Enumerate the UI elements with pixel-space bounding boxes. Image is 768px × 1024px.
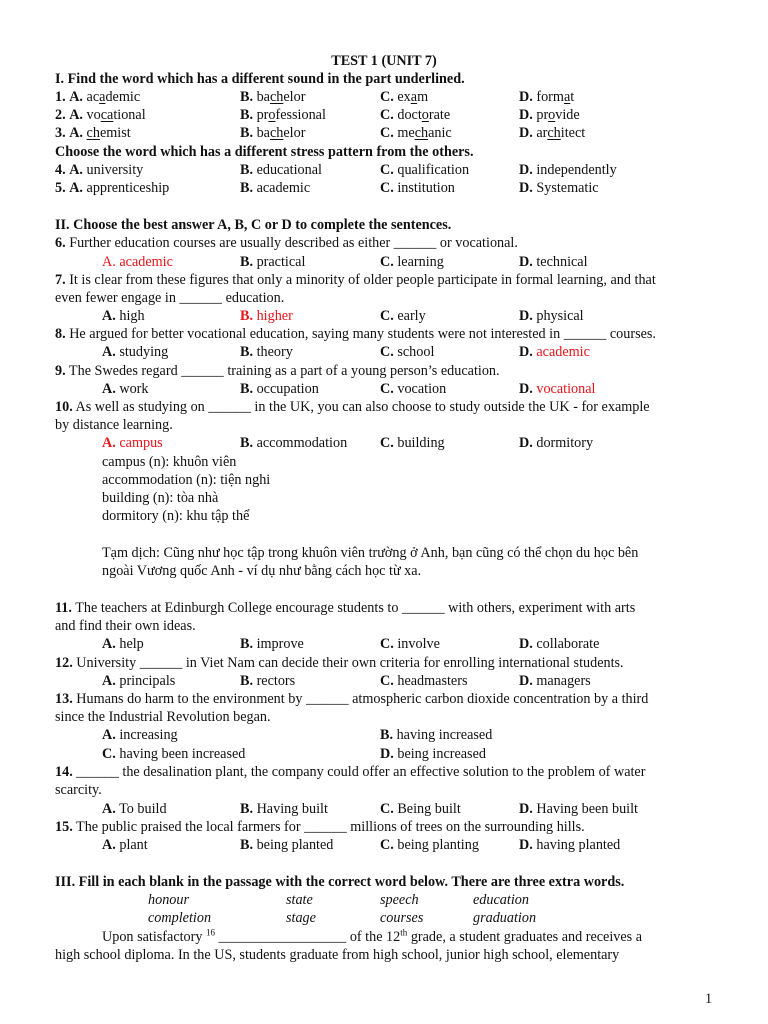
q4-option-b: B. educational <box>240 162 322 178</box>
q15-option-c: C. being planting <box>380 837 479 853</box>
word-bank-item: education <box>473 892 529 908</box>
translation-line: Tạm dịch: Cũng như học tập trong khuôn viên trường ở Anh, bạn cũng có thể chọn du học bên <box>102 545 639 561</box>
word-bank-item: graduation <box>473 910 537 926</box>
q14-option-b: B. Having built <box>240 801 328 817</box>
q12-option-c: C. headmasters <box>380 673 468 689</box>
q3-option-d: D. architect <box>519 125 586 141</box>
q4-option-a: 4. A. university <box>55 162 144 178</box>
q7-option-b: B. higher <box>240 308 293 324</box>
q13-option-a: A. increasing <box>102 727 178 743</box>
q14-option-c: C. Being built <box>380 801 461 817</box>
word-bank-item: completion <box>148 910 212 926</box>
q1-option-d: D. format <box>519 89 575 105</box>
passage-line: Upon satisfactory $^{16}$ __________________ of the 12th grade, a student graduates and receives a <box>102 927 643 945</box>
section1-heading: I. Find the word which has a different sound in the part underlined. <box>55 71 465 87</box>
q13-question: 13. Humans do harm to the environment by ______ atmospheric carbon dioxide concentration by a third <box>55 691 649 707</box>
q10-question: 10. As well as studying on ______ in the UK, you can also choose to study outside the UK - for example <box>55 399 650 415</box>
q4-option-c: C. qualification <box>380 162 470 178</box>
q3-option-b: B. bachelor <box>240 125 306 141</box>
q11-option-a: A. help <box>102 636 144 652</box>
q9-option-a: A. work <box>102 381 149 397</box>
q2-option-c: C. doctorate <box>380 107 451 123</box>
q5-option-d: D. Systematic <box>519 180 599 196</box>
q12-option-b: B. rectors <box>240 673 296 689</box>
page-title: TEST 1 (UNIT 7) <box>331 53 437 69</box>
q3-option-c: C. mechanic <box>380 125 452 141</box>
q9-option-d: D. vocational <box>519 381 596 397</box>
q6-option-c: C. learning <box>380 254 444 270</box>
q7-option-d: D. physical <box>519 308 584 324</box>
q8-option-c: C. school <box>380 344 435 360</box>
q14-option-a: A. To build <box>102 801 167 817</box>
q7-question-cont: even fewer engage in ______ education. <box>55 290 285 306</box>
q15-option-d: D. having planted <box>519 837 621 853</box>
q10-question-cont: by distance learning. <box>55 417 173 433</box>
passage-line: high school diploma. In the US, students graduate from high school, junior high school, elementary <box>55 947 620 963</box>
q2-option-d: D. provide <box>519 107 580 123</box>
q11-option-d: D. collaborate <box>519 636 600 652</box>
q11-question-cont: and find their own ideas. <box>55 618 196 634</box>
q7-question: 7. It is clear from these figures that only a minority of older people participate in formal learning, and that <box>55 272 656 288</box>
q13-option-b: B. having increased <box>380 727 493 743</box>
q7-option-a: A. high <box>102 308 145 324</box>
word-bank-item: courses <box>380 910 424 926</box>
q6-question: 6. Further education courses are usually described as either ______ or vocational. <box>55 235 518 251</box>
section2-heading: II. Choose the best answer A, B, C or D to complete the sentences. <box>55 217 452 233</box>
q8-option-b: B. theory <box>240 344 293 360</box>
vocab-note: dormitory (n): khu tập thể <box>102 508 250 524</box>
q10-option-c: C. building <box>380 435 445 451</box>
q3-option-a: 3. A. chemist <box>55 125 131 141</box>
q8-option-a: A. studying <box>102 344 169 360</box>
q12-question: 12. University ______ in Viet Nam can decide their own criteria for enrolling international students. <box>55 655 624 671</box>
q10-option-b: B. accommodation <box>240 435 348 451</box>
q14-question: 14. ______ the desalination plant, the company could offer an effective solution to the problem of water <box>55 764 646 780</box>
q12-option-d: D. managers <box>519 673 591 689</box>
q6-option-b: B. practical <box>240 254 306 270</box>
q9-option-b: B. occupation <box>240 381 319 397</box>
q1-option-a: 1. A. academic <box>55 89 141 105</box>
q4-option-d: D. independently <box>519 162 617 178</box>
translation-line: ngoài Vương quốc Anh - ví dụ như bằng cách học từ xa. <box>102 563 422 579</box>
q7-option-c: C. early <box>380 308 426 324</box>
q5-option-a: 5. A. apprenticeship <box>55 180 170 196</box>
word-bank-item: honour <box>148 892 189 908</box>
q13-option-c: C. having been increased <box>102 746 246 762</box>
q10-option-d: D. dormitory <box>519 435 594 451</box>
word-bank-item: speech <box>380 892 419 908</box>
q5-option-b: B. academic <box>240 180 311 196</box>
q14-question-cont: scarcity. <box>55 782 102 798</box>
word-bank-item: state <box>286 892 313 908</box>
q1-option-b: B. bachelor <box>240 89 306 105</box>
word-bank-item: stage <box>286 910 316 926</box>
stress-heading: Choose the word which has a different stress pattern from the others. <box>55 144 474 160</box>
q6-option-d: D. technical <box>519 254 588 270</box>
vocab-note: accommodation (n): tiện nghi <box>102 472 271 488</box>
q9-option-c: C. vocation <box>380 381 447 397</box>
vocab-note: campus (n): khuôn viên <box>102 454 237 470</box>
q2-option-b: B. professional <box>240 107 326 123</box>
q15-question: 15. The public praised the local farmers for ______ millions of trees on the surrounding hills. <box>55 819 585 835</box>
q11-option-b: B. improve <box>240 636 304 652</box>
q9-question: 9. The Swedes regard ______ training as a part of a young person’s education. <box>55 363 500 379</box>
q1-option-c: C. exam <box>380 89 429 105</box>
q14-option-d: D. Having been built <box>519 801 638 817</box>
q6-option-a: A. academic <box>102 254 173 270</box>
vocab-note: building (n): tòa nhà <box>102 490 219 506</box>
q11-option-c: C. involve <box>380 636 440 652</box>
q8-option-d: D. academic <box>519 344 590 360</box>
q12-option-a: A. principals <box>102 673 176 689</box>
q11-question: 11. The teachers at Edinburgh College encourage students to ______ with others, experiment with arts <box>55 600 636 616</box>
q15-option-a: A. plant <box>102 837 148 853</box>
q10-option-a: A. campus <box>102 435 163 451</box>
page-number: 1 <box>705 991 713 1007</box>
q2-option-a: 2. A. vocational <box>55 107 146 123</box>
q8-question: 8. He argued for better vocational education, saying many students were not interested in ______ courses. <box>55 326 656 342</box>
q5-option-c: C. institution <box>380 180 455 196</box>
section3-heading: III. Fill in each blank in the passage with the correct word below. There are three extra words. <box>55 874 625 890</box>
q15-option-b: B. being planted <box>240 837 334 853</box>
q13-option-d: D. being increased <box>380 746 486 762</box>
q13-question-cont: since the Industrial Revolution began. <box>55 709 271 725</box>
